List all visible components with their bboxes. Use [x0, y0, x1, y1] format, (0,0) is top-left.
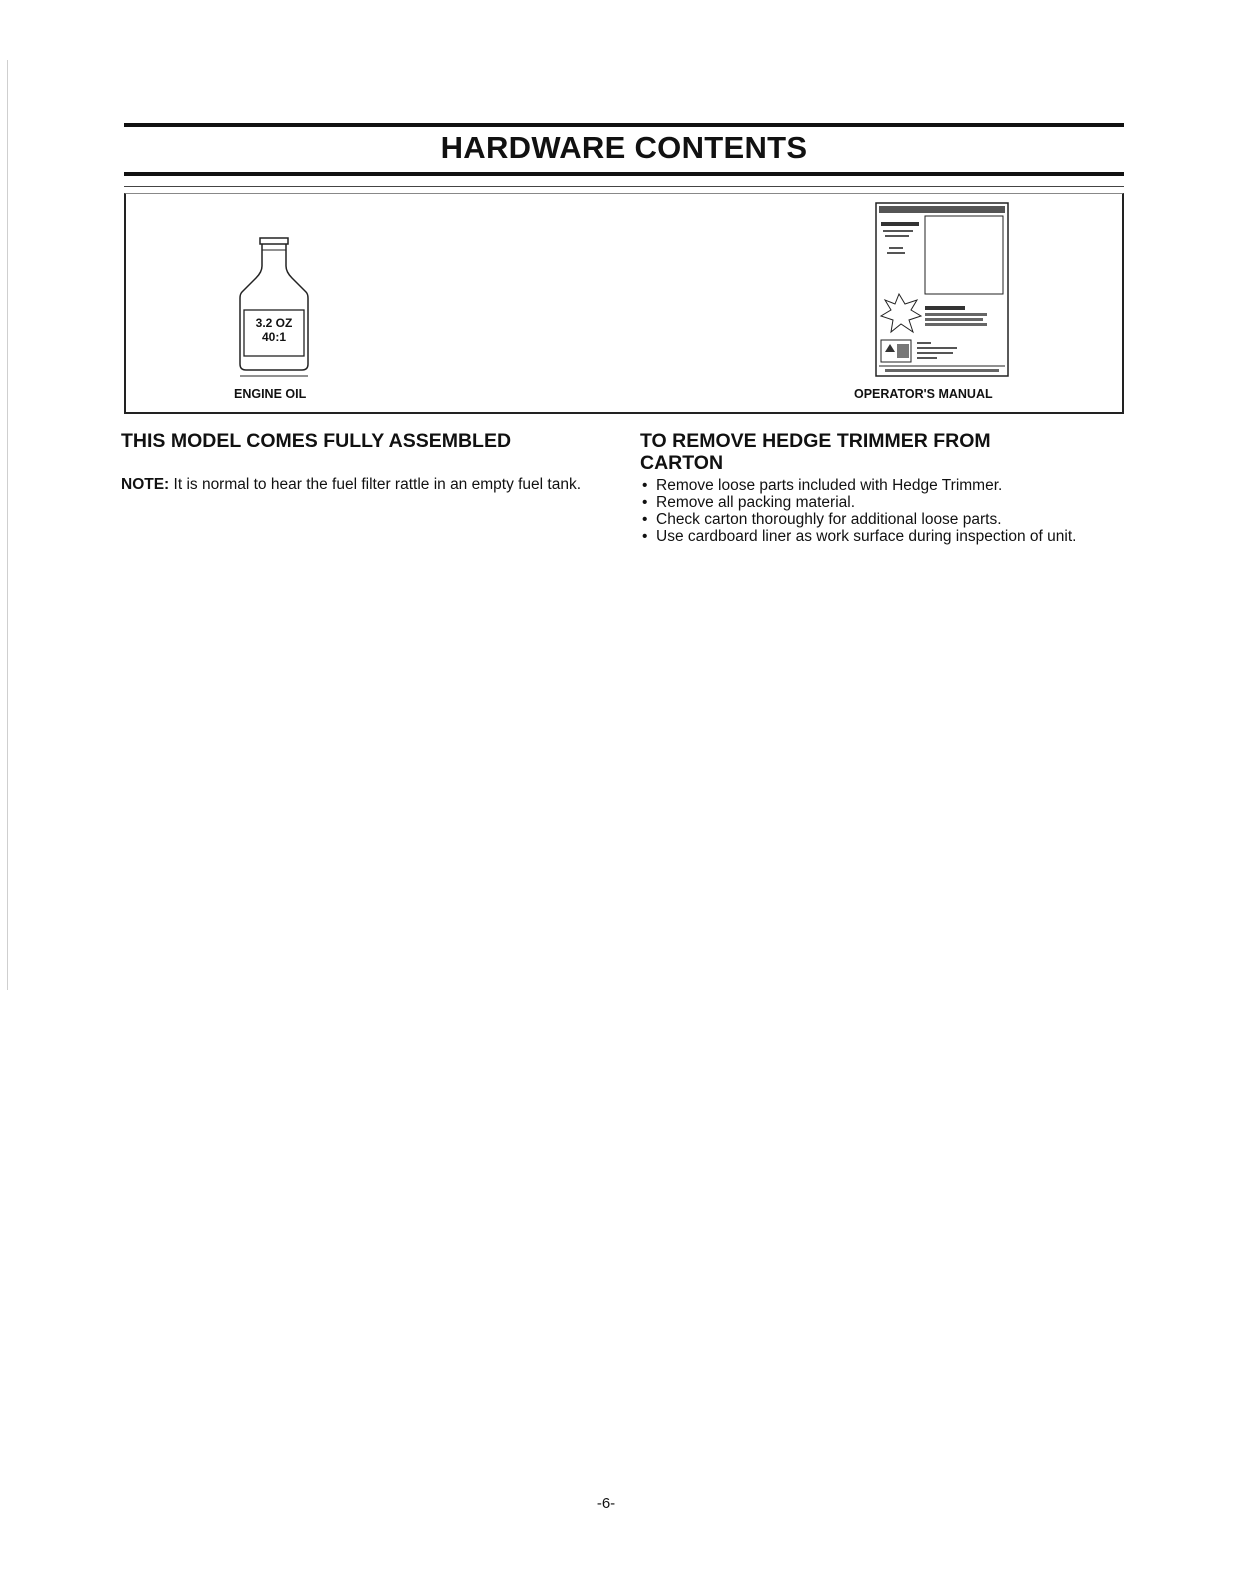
list-item: • Use cardboard liner as work surface during inspection of unit.	[640, 528, 1130, 545]
page-number: -6-	[596, 1495, 616, 1512]
scan-edge-line	[7, 60, 8, 990]
list-item: • Check carton thoroughly for additional loose parts.	[640, 511, 1130, 528]
header-rule-top	[124, 123, 1124, 127]
bottle-ratio-text: 40:1	[261, 330, 287, 344]
engine-oil-label: ENGINE OIL	[234, 387, 307, 401]
operators-manual-label: OPERATOR'S MANUAL	[854, 387, 993, 401]
header-rule-bottom	[124, 172, 1124, 176]
remove-steps-list	[640, 477, 1130, 545]
list-item: • Remove all packing material.	[640, 494, 1130, 511]
note-text: It is normal to hear the fuel filter rattle in an empty fuel tank.	[169, 476, 582, 493]
page-title: HARDWARE CONTENTS	[440, 130, 808, 165]
hardware-contents-box	[124, 193, 1124, 414]
header-rule-thin	[124, 186, 1124, 187]
fuel-filter-note	[121, 476, 611, 494]
bottle-size-text: 3.2 OZ	[255, 316, 293, 330]
remove-heading-line2: CARTON	[640, 452, 724, 474]
note-label: NOTE:	[121, 476, 170, 493]
list-item: • Remove loose parts included with Hedge Trimmer.	[640, 477, 1130, 494]
operators-manual-illustration	[875, 202, 1009, 377]
assembled-heading: THIS MODEL COMES FULLY ASSEMBLED	[121, 430, 512, 452]
engine-oil-bottle-illustration	[234, 236, 314, 384]
remove-heading-line1: TO REMOVE HEDGE TRIMMER FROM	[640, 430, 991, 452]
